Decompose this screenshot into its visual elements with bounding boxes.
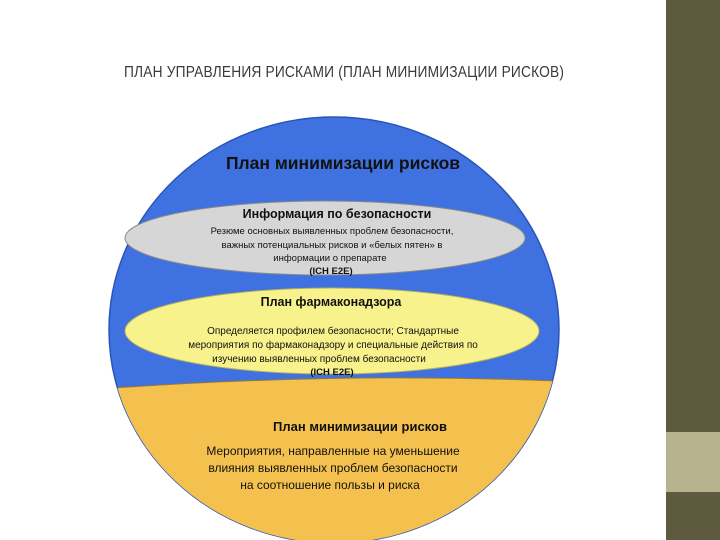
outer-title: План минимизации рисков: [225, 153, 461, 173]
safety-info-line-1: Резюме основных выявленных проблем безопасности,: [210, 226, 454, 237]
pharmacovigilance-line-1: Определяется профилем безопасности; Стандартные: [207, 326, 459, 337]
risk-minimization-region: [60, 378, 600, 540]
pharmacovigilance-line-3: изучению выявленных проблем безопасности: [212, 354, 426, 365]
risk-minimization-line-3: на соотношение пользы и риска: [240, 478, 420, 492]
risk-minimization-title: План минимизации рисков: [273, 419, 447, 434]
pharmacovigilance-ref: (ICH E2E): [310, 367, 354, 378]
safety-info-ref: (ICH E2E): [309, 266, 353, 277]
safety-info-title: Информация по безопасности: [242, 207, 432, 221]
risk-minimization-line-1: Мероприятия, направленные на уменьшение: [206, 444, 460, 458]
safety-info-line-3: информации о препарате: [273, 253, 387, 264]
risk-minimization-line-2: влияния выявленных проблем безопасности: [208, 461, 458, 475]
safety-info-line-2: важных потенциальных рисков и «белых пятен» в: [221, 240, 443, 251]
pharmacovigilance-title: План фармаконадзора: [260, 295, 402, 309]
slide-title: ПЛАН УПРАВЛЕНИЯ РИСКАМИ (ПЛАН МИНИМИЗАЦИИ РИСКОВ): [124, 64, 565, 81]
pharmacovigilance-line-2: мероприятия по фармаконадзору и специальные действия по: [188, 340, 478, 351]
